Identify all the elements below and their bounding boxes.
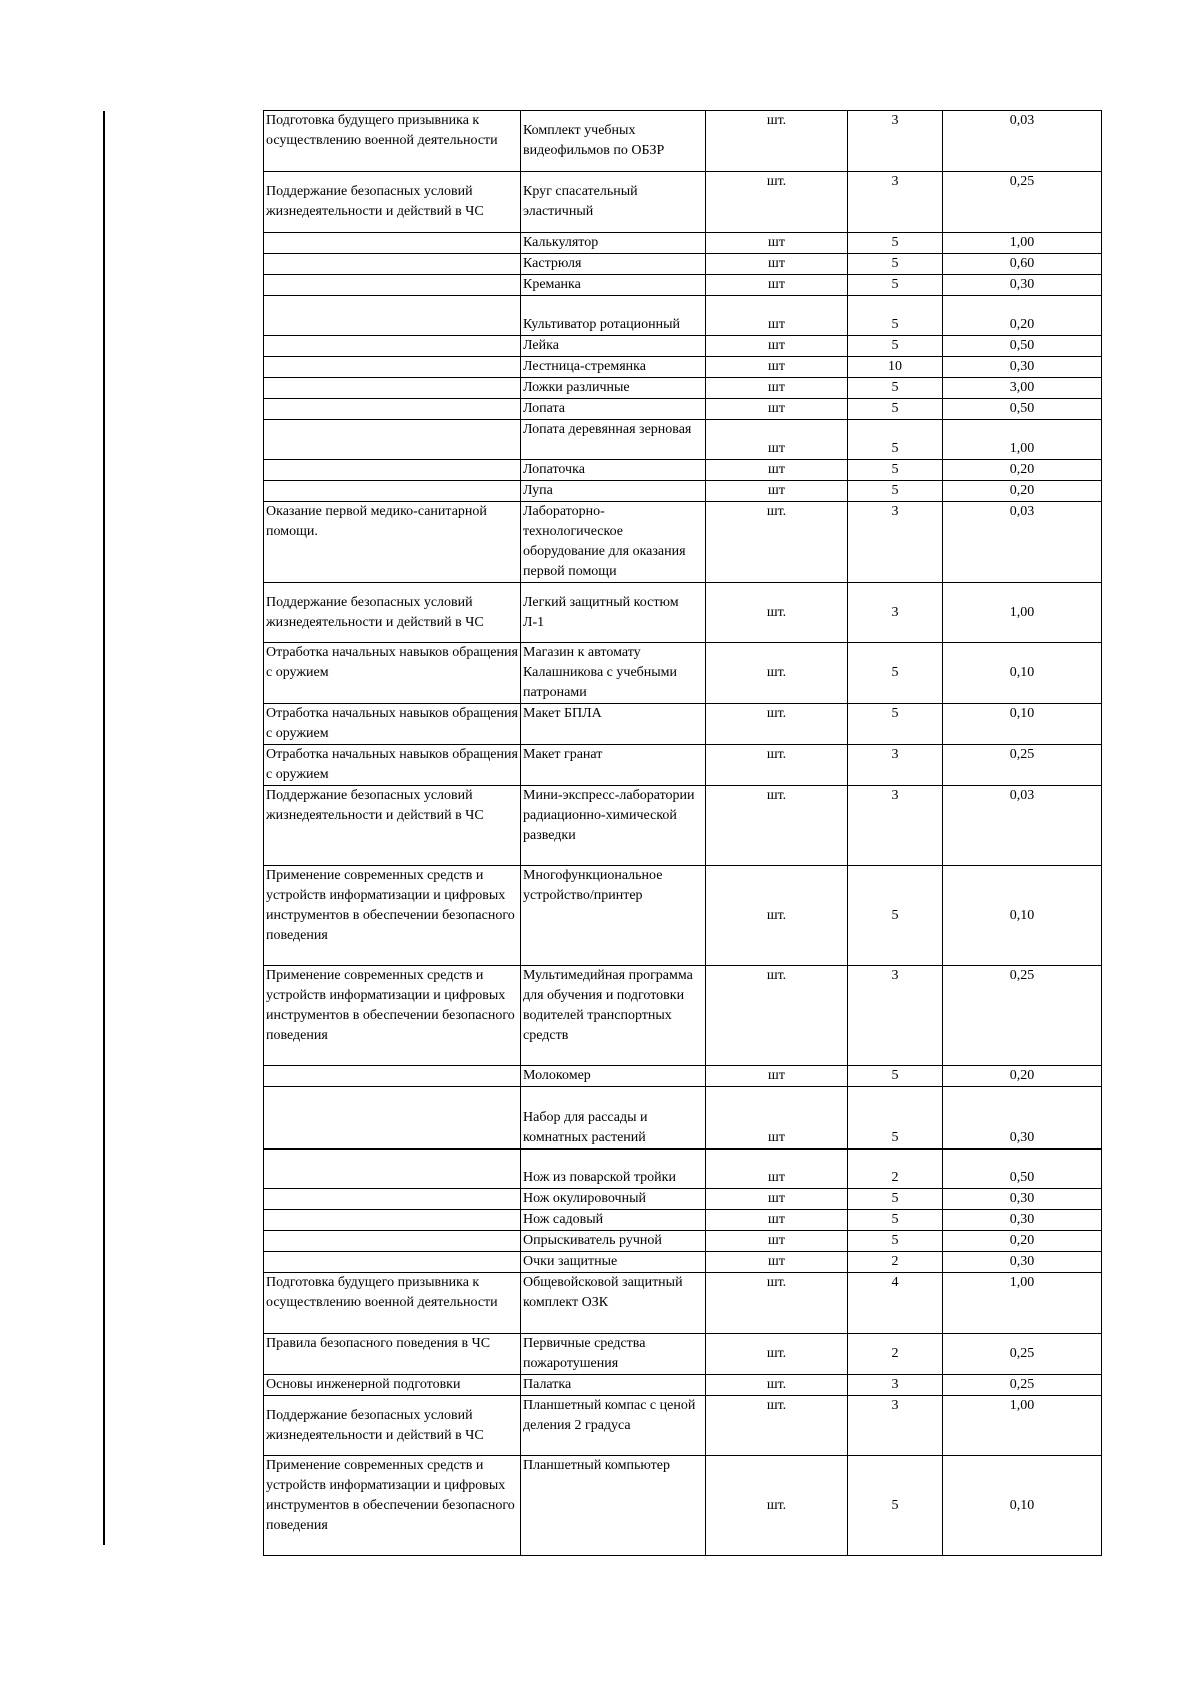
- table-row: [264, 1189, 1102, 1210]
- norm-cell: 1,00: [943, 233, 1102, 254]
- quantity-cell: 5: [848, 643, 943, 704]
- item-name-cell: Культиватор ротационный: [521, 296, 706, 336]
- table-row: [264, 172, 1102, 233]
- quantity-cell: 5: [848, 704, 943, 745]
- item-name-cell: Комплект учебных видеофильмов по ОБЗР: [521, 111, 706, 172]
- quantity-cell: 5: [848, 233, 943, 254]
- norm-cell: 0,25: [943, 966, 1102, 1066]
- unit-cell: шт: [706, 378, 848, 399]
- norm-cell: 0,20: [943, 481, 1102, 502]
- quantity-cell: 5: [848, 336, 943, 357]
- section-cell: [264, 1066, 521, 1087]
- section-cell: Поддержание безопасных условий жизнедеятельности и действий в ЧС: [264, 583, 521, 643]
- item-name-cell: Мультимедийная программа для обучения и подготовки водителей транспортных средств: [521, 966, 706, 1066]
- table-row: [264, 233, 1102, 254]
- table-row: [264, 583, 1102, 643]
- unit-cell: шт: [706, 460, 848, 481]
- unit-cell: шт.: [706, 966, 848, 1066]
- unit-cell: шт: [706, 481, 848, 502]
- norm-cell: 1,00: [943, 420, 1102, 460]
- norm-cell: 0,25: [943, 745, 1102, 786]
- unit-cell: шт.: [706, 704, 848, 745]
- unit-cell: шт: [706, 420, 848, 460]
- section-cell: Отработка начальных навыков обращения с оружием: [264, 745, 521, 786]
- table-row: [264, 357, 1102, 378]
- unit-cell: шт.: [706, 1334, 848, 1375]
- table-row: [264, 1087, 1102, 1149]
- norm-cell: 0,10: [943, 704, 1102, 745]
- item-name-cell: Нож садовый: [521, 1210, 706, 1231]
- quantity-cell: 5: [848, 866, 943, 966]
- item-name-cell: Лестница-стремянка: [521, 357, 706, 378]
- quantity-cell: 5: [848, 1210, 943, 1231]
- unit-cell: шт: [706, 1210, 848, 1231]
- unit-cell: шт.: [706, 866, 848, 966]
- section-cell: [264, 357, 521, 378]
- norm-cell: 0,30: [943, 1189, 1102, 1210]
- section-cell: Подготовка будущего призывника к осуществлению военной деятельности: [264, 111, 521, 172]
- section-cell: Правила безопасного поведения в ЧС: [264, 1334, 521, 1375]
- table-row: [264, 502, 1102, 583]
- norm-cell: 0,50: [943, 1149, 1102, 1189]
- quantity-cell: 3: [848, 502, 943, 583]
- norm-cell: 1,00: [943, 583, 1102, 643]
- table-row: [264, 643, 1102, 704]
- item-name-cell: Многофункциональное устройство/принтер: [521, 866, 706, 966]
- section-cell: [264, 1210, 521, 1231]
- table-row: [264, 1231, 1102, 1252]
- section-cell: [264, 378, 521, 399]
- equipment-table-body: [264, 111, 1102, 1556]
- item-name-cell: Креманка: [521, 275, 706, 296]
- item-name-cell: Очки защитные: [521, 1252, 706, 1273]
- table-row: [264, 1210, 1102, 1231]
- item-name-cell: Лабораторно-технологическое оборудование для оказания первой помощи: [521, 502, 706, 583]
- section-cell: Поддержание безопасных условий жизнедеятельности и действий в ЧС: [264, 786, 521, 866]
- table-row: [264, 460, 1102, 481]
- unit-cell: шт: [706, 1231, 848, 1252]
- unit-cell: шт.: [706, 786, 848, 866]
- table-row: [264, 481, 1102, 502]
- table-row: [264, 786, 1102, 866]
- section-cell: [264, 399, 521, 420]
- quantity-cell: 5: [848, 296, 943, 336]
- section-cell: Подготовка будущего призывника к осуществлению военной деятельности: [264, 1273, 521, 1334]
- unit-cell: шт: [706, 254, 848, 275]
- quantity-cell: 3: [848, 786, 943, 866]
- quantity-cell: 3: [848, 172, 943, 233]
- section-cell: [264, 1087, 521, 1149]
- unit-cell: шт: [706, 1087, 848, 1149]
- norm-cell: 0,10: [943, 866, 1102, 966]
- item-name-cell: Калькулятор: [521, 233, 706, 254]
- quantity-cell: 5: [848, 1231, 943, 1252]
- item-name-cell: Лопата деревянная зерновая: [521, 420, 706, 460]
- unit-cell: шт.: [706, 1273, 848, 1334]
- quantity-cell: 3: [848, 583, 943, 643]
- table-row: [264, 336, 1102, 357]
- norm-cell: 1,00: [943, 1396, 1102, 1456]
- item-name-cell: Нож из поварской тройки: [521, 1149, 706, 1189]
- quantity-cell: 3: [848, 745, 943, 786]
- unit-cell: шт.: [706, 1375, 848, 1396]
- unit-cell: шт: [706, 275, 848, 296]
- section-cell: [264, 254, 521, 275]
- equipment-table: [263, 110, 1102, 1556]
- section-cell: Поддержание безопасных условий жизнедеятельности и действий в ЧС: [264, 172, 521, 233]
- table-row: [264, 966, 1102, 1066]
- table-row: [264, 1456, 1102, 1556]
- unit-cell: шт.: [706, 583, 848, 643]
- table-row: [264, 1375, 1102, 1396]
- item-name-cell: Лейка: [521, 336, 706, 357]
- section-cell: Применение современных средств и устройств информатизации и цифровых инструментов в обеспечении безопасного поведения: [264, 866, 521, 966]
- unit-cell: шт: [706, 296, 848, 336]
- section-cell: [264, 275, 521, 296]
- norm-cell: 0,03: [943, 786, 1102, 866]
- norm-cell: 0,03: [943, 111, 1102, 172]
- quantity-cell: 5: [848, 1456, 943, 1556]
- quantity-cell: 3: [848, 111, 943, 172]
- norm-cell: 0,20: [943, 460, 1102, 481]
- norm-cell: 0,25: [943, 172, 1102, 233]
- unit-cell: шт.: [706, 1396, 848, 1456]
- quantity-cell: 3: [848, 1396, 943, 1456]
- section-cell: Отработка начальных навыков обращения с оружием: [264, 643, 521, 704]
- section-cell: Отработка начальных навыков обращения с оружием: [264, 704, 521, 745]
- quantity-cell: 5: [848, 1066, 943, 1087]
- table-row: [264, 275, 1102, 296]
- section-cell: Применение современных средств и устройств информатизации и цифровых инструментов в обеспечении безопасного поведения: [264, 1456, 521, 1556]
- norm-cell: 0,10: [943, 643, 1102, 704]
- norm-cell: 0,30: [943, 357, 1102, 378]
- unit-cell: шт.: [706, 643, 848, 704]
- quantity-cell: 5: [848, 481, 943, 502]
- norm-cell: 0,25: [943, 1375, 1102, 1396]
- section-cell: [264, 481, 521, 502]
- item-name-cell: Лопаточка: [521, 460, 706, 481]
- norm-cell: 0,60: [943, 254, 1102, 275]
- item-name-cell: Молокомер: [521, 1066, 706, 1087]
- quantity-cell: 4: [848, 1273, 943, 1334]
- table-row: [264, 399, 1102, 420]
- norm-cell: 0,10: [943, 1456, 1102, 1556]
- section-cell: [264, 296, 521, 336]
- table-row: [264, 420, 1102, 460]
- quantity-cell: 5: [848, 1087, 943, 1149]
- quantity-cell: 5: [848, 460, 943, 481]
- unit-cell: шт: [706, 1252, 848, 1273]
- item-name-cell: Легкий защитный костюм Л-1: [521, 583, 706, 643]
- item-name-cell: Круг спасательный эластичный: [521, 172, 706, 233]
- item-name-cell: Планшетный компьютер: [521, 1456, 706, 1556]
- unit-cell: шт.: [706, 502, 848, 583]
- table-row: [264, 1149, 1102, 1189]
- unit-cell: шт: [706, 336, 848, 357]
- quantity-cell: 2: [848, 1252, 943, 1273]
- unit-cell: шт.: [706, 745, 848, 786]
- section-cell: [264, 1149, 521, 1189]
- table-row: [264, 1396, 1102, 1456]
- item-name-cell: Палатка: [521, 1375, 706, 1396]
- norm-cell: 0,50: [943, 336, 1102, 357]
- table-row: [264, 1252, 1102, 1273]
- unit-cell: шт.: [706, 172, 848, 233]
- item-name-cell: Нож окулировочный: [521, 1189, 706, 1210]
- left-margin-rule: [103, 111, 105, 1545]
- section-cell: [264, 460, 521, 481]
- norm-cell: 3,00: [943, 378, 1102, 399]
- item-name-cell: Макет БПЛА: [521, 704, 706, 745]
- table-row: [264, 1273, 1102, 1334]
- table-row: [264, 254, 1102, 275]
- table-row: [264, 704, 1102, 745]
- table-row: [264, 296, 1102, 336]
- quantity-cell: 10: [848, 357, 943, 378]
- table-row: [264, 378, 1102, 399]
- section-cell: Применение современных средств и устройств информатизации и цифровых инструментов в обеспечении безопасного поведения: [264, 966, 521, 1066]
- table-row: [264, 866, 1102, 966]
- item-name-cell: Набор для рассады и комнатных растений: [521, 1087, 706, 1149]
- quantity-cell: 5: [848, 420, 943, 460]
- item-name-cell: Первичные средства пожаротушения: [521, 1334, 706, 1375]
- unit-cell: шт: [706, 1149, 848, 1189]
- section-cell: [264, 1231, 521, 1252]
- item-name-cell: Планшетный компас с ценой деления 2 градуса: [521, 1396, 706, 1456]
- unit-cell: шт: [706, 357, 848, 378]
- table-row: [264, 745, 1102, 786]
- norm-cell: 0,30: [943, 1210, 1102, 1231]
- unit-cell: шт: [706, 1066, 848, 1087]
- section-cell: [264, 1252, 521, 1273]
- unit-cell: шт: [706, 233, 848, 254]
- section-cell: [264, 233, 521, 254]
- quantity-cell: 3: [848, 966, 943, 1066]
- norm-cell: 0,20: [943, 1231, 1102, 1252]
- unit-cell: шт: [706, 399, 848, 420]
- table-row: [264, 111, 1102, 172]
- section-cell: [264, 336, 521, 357]
- table-row: [264, 1066, 1102, 1087]
- quantity-cell: 5: [848, 275, 943, 296]
- section-cell: Основы инженерной подготовки: [264, 1375, 521, 1396]
- norm-cell: 0,50: [943, 399, 1102, 420]
- unit-cell: шт.: [706, 111, 848, 172]
- norm-cell: 0,30: [943, 1087, 1102, 1149]
- section-cell: Поддержание безопасных условий жизнедеятельности и действий в ЧС: [264, 1396, 521, 1456]
- norm-cell: 1,00: [943, 1273, 1102, 1334]
- item-name-cell: Общевойсковой защитный комплект ОЗК: [521, 1273, 706, 1334]
- item-name-cell: Лопата: [521, 399, 706, 420]
- quantity-cell: 5: [848, 399, 943, 420]
- section-cell: [264, 420, 521, 460]
- item-name-cell: Магазин к автомату Калашникова с учебными патронами: [521, 643, 706, 704]
- norm-cell: 0,20: [943, 296, 1102, 336]
- norm-cell: 0,25: [943, 1334, 1102, 1375]
- quantity-cell: 2: [848, 1149, 943, 1189]
- unit-cell: шт.: [706, 1456, 848, 1556]
- section-cell: [264, 1189, 521, 1210]
- norm-cell: 0,30: [943, 1252, 1102, 1273]
- norm-cell: 0,03: [943, 502, 1102, 583]
- table-row: [264, 1334, 1102, 1375]
- section-cell: Оказание первой медико-санитарной помощи.: [264, 502, 521, 583]
- unit-cell: шт: [706, 1189, 848, 1210]
- item-name-cell: Макет гранат: [521, 745, 706, 786]
- norm-cell: 0,20: [943, 1066, 1102, 1087]
- item-name-cell: Лупа: [521, 481, 706, 502]
- quantity-cell: 5: [848, 1189, 943, 1210]
- quantity-cell: 2: [848, 1334, 943, 1375]
- quantity-cell: 5: [848, 378, 943, 399]
- item-name-cell: Кастрюля: [521, 254, 706, 275]
- item-name-cell: Опрыскиватель ручной: [521, 1231, 706, 1252]
- norm-cell: 0,30: [943, 275, 1102, 296]
- item-name-cell: Ложки различные: [521, 378, 706, 399]
- quantity-cell: 5: [848, 254, 943, 275]
- quantity-cell: 3: [848, 1375, 943, 1396]
- item-name-cell: Мини-экспресс-лаборатории радиационно-химической разведки: [521, 786, 706, 866]
